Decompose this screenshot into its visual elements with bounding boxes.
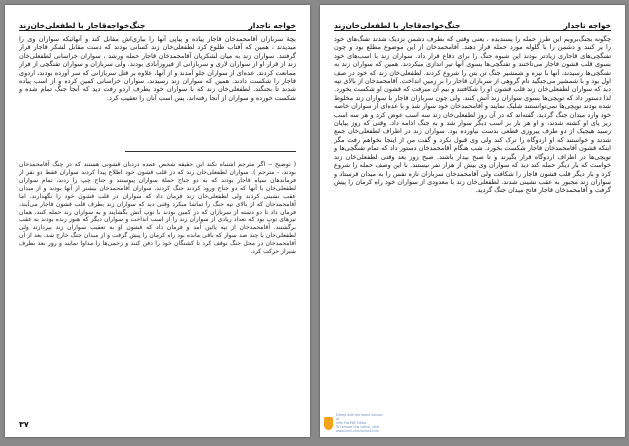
watermark-line: Edited with the demo version of [336,413,383,421]
infix-logo-icon [324,417,333,430]
watermark-text [336,413,386,433]
watermark [324,413,386,433]
header-subtitle: جنگ‌خواجه‌قاجار با لطفعلی‌خان‌زند [19,21,146,30]
header-title: خواجه تاجدار [563,21,611,30]
left-page [5,5,310,437]
body-paragraph: چگونه بجنگ‌برویم این طرز حمله را پسندیده ، یعنی وقتی که بطرف دشمن نزدیک شدند تفنگ‌های خود را پر کنند و دشمن را با گلوله مورد حمله قرار دهند. آقامحمدخان از این موضوع مطلع بود و چون تفنگچی‌های قاجاری زیادتر بودند این شیوه جنگ را برای دفاع قرار داد. سواران زند با اسب‌های خود بسوی قلب قشون قاجار می‌تاختند و تفنگچی‌ها بسوی آنها تیر اندازی میکردند. همین که سواران زند به تفنگچی‌ها رسیدند، آنها با نیزه و شمشیر جنگ تن بتن را شروع کردند. لطفعلی‌خان زند که خود در صف اول بود و با شمشیر می‌جنگید نام گروهی از سربازان قاجار را بر زمین انداخت. آقامحمدخان از بالای تپه دید که سواران لطفعلی‌خان زند قلب قشون او را شکافتند و بیم آن میرفت که قشون او شکست بخورد. لذا دستور داد که توپچی‌ها بسوی سواران زند آتش کنند. ولی چون سربازان قاجار با سواران زند مخلوط شده بودند توپچی‌ها نمی‌توانستند شلیک نمایند و آقامحمدخان خود سوار شد و با عده‌ای از سواران خاصه خود وارد میدان جنگ گردید. گفته‌اند که در آن روز لطفعلی‌خان زند سه اسب عوض کرد و هر سه اسب زیر پای او کشته شدند، و او هر بار بر اسب دیگر سوار شد و به جنگ ادامه داد. وقتی که روز بپایان رسید هیچیک از دو طرف پیروزی قطعی بدست نیاورده بود. سواران زند در اطراف لطفعلی‌خان جمع شدند و خواستند که او اردوگاه را ترک کند ولی وی قبول نکرد و گفت من از اینجا نخواهم رفت مگر اینکه قشون آقامحمدخان قاجار شکست بخورد. شب هنگام آقامحمدخان دستور داد که تمام تفنگچی‌ها و توپچی‌ها در اطراف اردوگاه قرار بگیرند و تا صبح بیدار باشند. صبح روز بعد وقتی لطفعلی‌خان زند خواست که بار دیگر حمله کند دید که سواران وی بیش از هزار نفر نیستند. با این وصف حمله را شروع کرد و بار دیگر قلب قشون قاجار را شکافت ولی آقامحمدخان سربازان تازه نفس را به میدان فرستاد و سواران زند مجبور به عقب نشینی شدند. لطفعلی‌خان زند با معدودی از سواران خود راه کرمان را پیش گرفت و آقامحمدخان قاجار فاتح میدان جنگ گردید. [334,35,611,195]
header-subtitle: جنگ‌خواجه‌قاجار با لطفعلی‌خان‌زند [334,21,461,30]
watermark-line: To remove this notice, visit: [336,425,380,429]
right-page [320,5,625,437]
watermark-line: Infix Pro PDF Editor [336,421,367,425]
header-title: خواجه تاجدار [248,21,296,30]
footnote-paragraph: ( توضیح -- اگر مترجم اشتباه نکند این حقیقه شخص عمده دزدیان قشونی هستند که در چنگ آقامحمدخان بودند. - مترجم ). سواران لطفعلی‌خان زند که در قلب قشون خود اطلاع پیدا کردند سواران فقط دو نفر از فرماندهان سپاه قاجار بودند که به دو جناح حملهٔ سواران پیوستند و جناح چپ را زدند، تمام سواران لطفعلی‌خان با آنها که دو جناح ورود کردند جنگ کردند. سواران آقامحمدخان بیشتر از آنها بودند و از میدان عقب نشینی کردند ولی لطفعلی‌خان زند فرمان داد که سواران در قلب قشون خود را نگهدارند. اما آقامحمدخان که از بالای تپه جنگ را تماشا میکرد وقتی دید که سواران زند بطرف قلب قشون قاجار می‌آیند، فرمان داد تا دو دسته از سربازان که در کمین بودند با توپ آتش بگشایند و به سواران زند حمله کنند. همان تیرهای توپ بود که تعداد زیادی از سواران زند را از اسب انداخت و سواران دیگر که هنوز زنده بودند به عقب برگشتند. آقامحمدخان از تپه پائین آمد و فرمان داد که قشون او به تعقیب سواران زند بپردازند ولی لطفعلی‌خان با چند صد سوار که باقی مانده بود راه کرمان را پیش گرفت و از میدان جنگ خارج شد. بعد از آن آقامحمدخان در محل جنگ توقف کرد تا کشتگان خود را دفن کنند و زخمی‌ها را مداوا نمایند و روز بعد بطرف شیراز حرکت کرد. [19,161,296,256]
footnote-text [19,155,296,413]
page-header [19,17,296,31]
footnote-separator [125,151,296,152]
page-number: ۳۷ [19,420,29,429]
body-text [334,35,611,421]
watermark-line: www.iceni.com/unlock.htm [336,429,379,433]
page-header [334,17,611,31]
body-paragraph: بچهٔ سربازان آقامحمدخان قاجار پیاده و پیاپی آنها را بیاری‌اش مقابل کند و آنهائیکه سواران وی را میدیدند ، همین که آفتاب طلوع کرد لطفعلی‌خان زند کسانی بودند که دست مقابل لشکر قاجار قرار گرفتند. سواران زند به میان لشکریان آقامحمدخان قاجار حمله ورشد ، سواران خراسانی لطفعلی‌خان زند از قرار او از سواران لاری و سربازانی از فیروزآبادی بودند. ولی سربازان و سواران تفنگچی از فرار ممانعت کردند. عده‌ای از سواران جلو آمدند و از آنها، علاوه بر قتل سربازانی که سر آورده بودند، اردوی قاجار را شکست دادند. همین که سواران زند رسیدند، سواران خراسانی کمین کرده و از اسب پیاده شدند تا بجنگند. لطفعلی‌خان زند که با سواران خود بطرف اردو رفت دید که آنجا جنگ تمام شده و شکست خورده و سواران از آنجا رفته‌اند، پس اسب آنان را تعقیب کرد. [19,35,296,102]
body-text [19,35,296,147]
